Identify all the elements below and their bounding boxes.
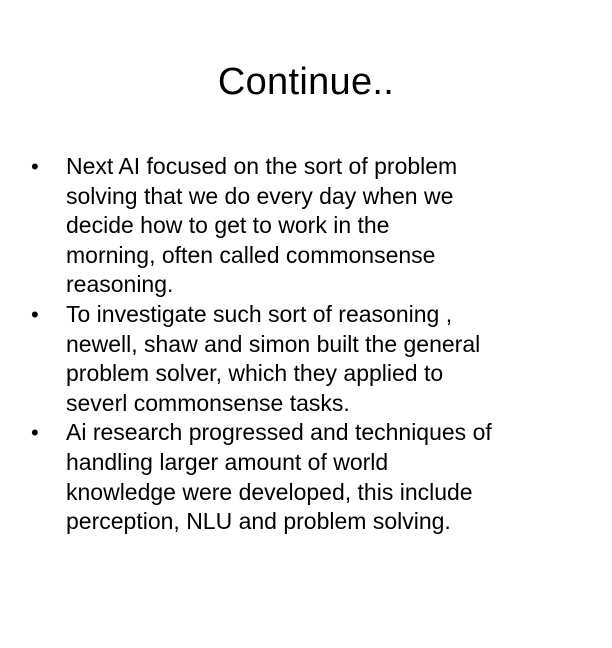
bullet-dot-icon: • [31,301,39,327]
bullet-text-line: problem solver, which they applied to [66,360,444,387]
slide-title: Continue.. [217,61,395,103]
bullet-list [0,152,572,537]
bullet-text-line: Next AI focused on the sort of problem [66,153,458,179]
bullet-text-line: handling larger amount of world [66,448,389,475]
bullet-text-line: To investigate such sort of reasoning , [66,300,453,327]
bullet-text-line: severl commonsense tasks. [66,389,350,416]
bullet-text-line: newell, shaw and simon built the general [66,330,481,357]
bullet-text-line: knowledge were developed, this include [66,478,473,505]
bullet-text-line: morning, often called commonsense [66,241,436,268]
bullet-text-line: perception, NLU and problem solving. [66,508,451,535]
bullet-text-line: Ai research progressed and techniques of [66,419,492,446]
bullet-dot-icon: • [31,154,39,179]
bullet-dot-icon: • [31,420,39,446]
bullet-item-2 [0,300,572,418]
bullet-item-3 [0,418,572,536]
bullet-text-line: solving that we do every day when we [66,182,454,209]
bullet-item-1 [0,152,572,300]
bullet-text-line: decide how to get to work in the [66,212,390,239]
bullet-text-line: reasoning. [66,271,174,298]
